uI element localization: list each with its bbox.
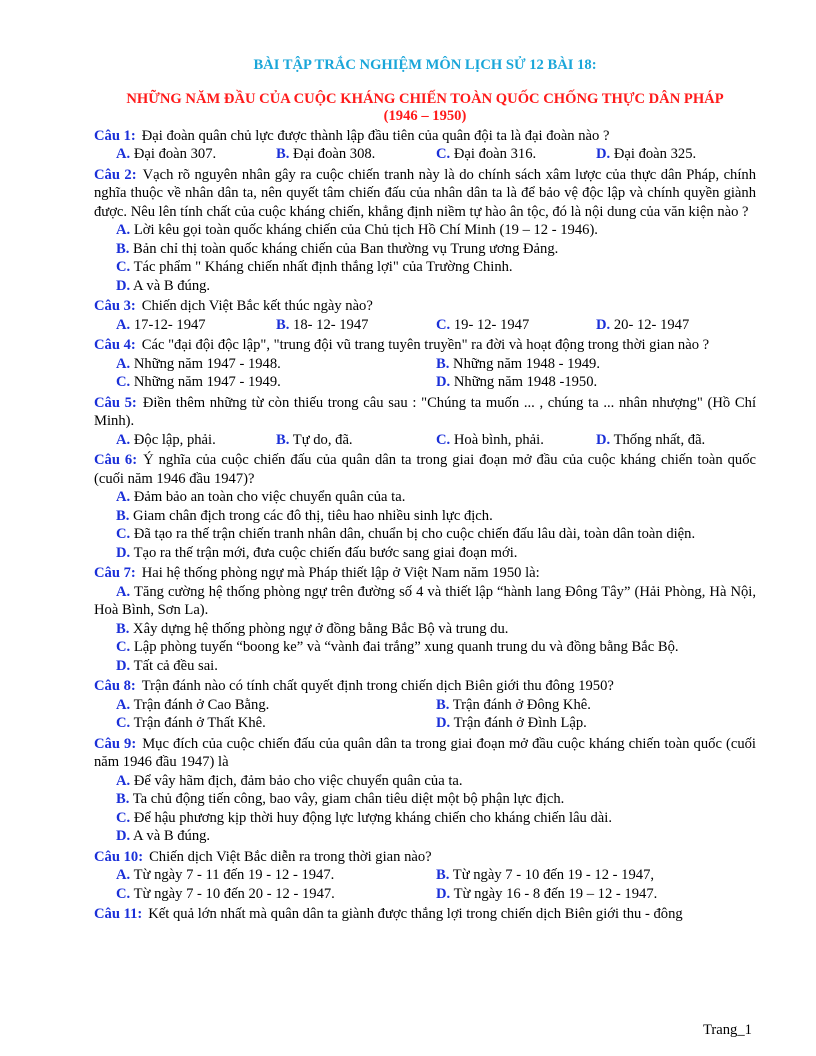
option-b: B. Bản chỉ thị toàn quốc kháng chiến của Ban thường vụ Trung ương Đảng. (116, 240, 559, 257)
option-d: D. Tất cả đều sai. (116, 657, 218, 674)
document-subtitle: NHỮNG NĂM ĐẦU CỦA CUỘC KHÁNG CHIẾN TOÀN QUỐC CHỐNG THỰC DÂN PHÁP (126, 90, 724, 107)
option-a: A. Tăng cường hệ thống phòng ngự trên đường số 4 và thiết lập “hành lang Đông Tây” (Hải Phòng, Hà Nội, Hoà Bình, Sơn La). (94, 583, 756, 618)
option-a: A. Từ ngày 7 - 11 đến 19 - 12 - 1947. (116, 867, 335, 883)
document-title: BÀI TẬP TRẮC NGHIỆM MÔN LỊCH SỬ 12 BÀI 18: (253, 57, 597, 73)
option-c: C. Hoà bình, phải. (436, 431, 544, 448)
question-text: Trận đánh nào có tính chất quyết định trong chiến dịch Biên giới thu đông 1950? (141, 678, 614, 694)
question-11 (94, 905, 756, 924)
option-d: D. Những năm 1948 -1950. (436, 374, 598, 390)
page-content (94, 56, 756, 926)
question-9 (94, 735, 756, 846)
question-4 (94, 336, 756, 392)
question-5 (94, 394, 756, 450)
option-d: D. Tạo ra thế trận mới, đưa cuộc chiến đấu bước sang giai đoạn mới. (116, 544, 518, 561)
option-d: D. A và B đúng. (116, 828, 211, 844)
question-number: Câu 11: (94, 906, 143, 922)
option-c: C. 19- 12- 1947 (436, 316, 530, 333)
question-text: Kết quả lớn nhất mà quân dân ta giành được thắng lợi trong chiến dịch Biên giới thu - đông (148, 906, 683, 922)
question-3 (94, 297, 756, 334)
question-text: Các "đại đội độc lập", "trung đội vũ trang tuyên truyền" ra đời và hoạt động trong thời gian nào ? (141, 337, 710, 353)
option-d: D. 20- 12- 1947 (596, 316, 690, 333)
option-b: B. Giam chân địch trong các đô thị, tiêu hao nhiều sinh lực địch. (116, 507, 493, 524)
question-number: Câu 9: (94, 735, 137, 752)
option-c: C. Để hậu phương kịp thời huy động lực lượng kháng chiến cho kháng chiến lâu dài. (116, 809, 612, 826)
option-d: D. Đại đoàn 325. (596, 146, 697, 162)
option-b: B. Trận đánh ở Đông Khê. (436, 696, 591, 713)
option-a: A. Những năm 1947 - 1948. (116, 355, 281, 372)
option-b: B. 18- 12- 1947 (276, 316, 369, 333)
question-number: Câu 2: (94, 166, 137, 183)
question-text: Chiến dịch Việt Bắc kết thúc ngày nào? (141, 298, 373, 314)
question-text: Hai hệ thống phòng ngự mà Pháp thiết lập ở Việt Nam năm 1950 là: (141, 565, 540, 581)
question-text: Vạch rõ nguyên nhân gây ra cuộc chiến tranh này là do chính sách xâm lược của thực dân Pháp, chính nghĩa thuộc về nhân dân ta, nên quyết tâm chiến đấu của nhân dân ta là để bảo vệ độc lập và chính quyền giành được. Nêu lên tính chất của cuộc kháng chiến, khẳng định niềm tự hào ân tộc, đó là nội dung của văn kiện nào ? (94, 166, 756, 220)
option-a: A. Đại đoàn 307. (116, 146, 217, 162)
option-c: C. Từ ngày 7 - 10 đến 20 - 12 - 1947. (116, 885, 335, 902)
question-text: Ý nghĩa của cuộc chiến đấu của quân dân ta trong giai đoạn mở đầu của cuộc kháng chiến toàn quốc (cuối năm 1946 đầu 1947)? (94, 452, 756, 487)
question-number: Câu 6: (94, 452, 138, 468)
question-2 (94, 166, 756, 296)
question-number: Câu 3: (94, 298, 136, 314)
question-8 (94, 677, 756, 733)
question-7 (94, 564, 756, 675)
option-b: B. Ta chủ động tiến công, bao vây, giam chân tiêu diệt một bộ phận lực địch. (116, 791, 565, 807)
option-b: B. Từ ngày 7 - 10 đến 19 - 12 - 1947, (436, 867, 655, 883)
question-text: Chiến dịch Việt Bắc diễn ra trong thời gian nào? (149, 848, 432, 865)
question-number: Câu 1: (94, 127, 136, 144)
option-a: A. Để vây hãm địch, đảm bảo cho việc chuyển quân của ta. (116, 772, 463, 789)
option-b: B. Những năm 1948 - 1949. (436, 355, 600, 372)
option-d: D. A và B đúng. (116, 277, 211, 294)
option-c: C. Đã tạo ra thế trận chiến tranh nhân dân, chuẩn bị cho cuộc chiến đấu lâu dài, toàn dân toàn diện. (116, 526, 696, 542)
document-years: (1946 – 1950) (383, 107, 467, 124)
question-number: Câu 5: (94, 394, 137, 411)
option-b: B. Xây dựng hệ thống phòng ngự ở đồng bằng Bắc Bộ và trung du. (116, 620, 509, 637)
question-number: Câu 4: (94, 337, 136, 353)
question-6 (94, 451, 756, 562)
option-a: A. Trận đánh ở Cao Bằng. (116, 696, 270, 713)
option-c: C. Những năm 1947 - 1949. (116, 374, 281, 390)
question-number: Câu 10: (94, 848, 144, 865)
question-text: Điền thêm những từ còn thiếu trong câu sau : "Chúng ta muốn ... , chúng ta ... nhân nhượng" (Hồ Chí Minh). (94, 394, 757, 429)
option-d: D. Thống nhất, đã. (596, 431, 706, 448)
question-text: Đại đoàn quân chủ lực được thành lập đầu tiên của quân đội ta là đại đoàn nào ? (141, 127, 610, 144)
option-c: C. Tác phẩm " Kháng chiến nhất định thắng lợi" của Trường Chinh. (116, 259, 513, 275)
option-b: B. Đại đoàn 308. (276, 146, 376, 162)
question-1 (94, 127, 756, 164)
question-number: Câu 7: (94, 565, 136, 581)
option-b: B. Tự do, đã. (276, 431, 353, 448)
option-a: A. Lời kêu gọi toàn quốc kháng chiến của Chủ tịch Hồ Chí Minh (19 – 12 - 1946). (116, 222, 598, 238)
option-a: A. Đảm bảo an toàn cho việc chuyển quân của ta. (116, 489, 406, 505)
option-c: C. Đại đoàn 316. (436, 146, 537, 162)
question-10 (94, 848, 756, 904)
option-c: C. Lập phòng tuyến “boong ke” và “vành đai trắng” xung quanh trung du và đồng bằng Bắc Bộ. (116, 639, 679, 655)
option-a: A. Độc lập, phải. (116, 431, 216, 448)
option-d: D. Trận đánh ở Đình Lập. (436, 715, 587, 731)
option-c: C. Trận đánh ở Thất Khê. (116, 715, 266, 731)
page-number: Trang_1 (703, 1022, 752, 1038)
option-d: D. Từ ngày 16 - 8 đến 19 – 12 - 1947. (436, 885, 658, 902)
option-a: A. 17-12- 1947 (116, 316, 206, 333)
question-number: Câu 8: (94, 678, 136, 694)
question-text: Mục đích của cuộc chiến đấu của quân dân ta trong giai đoạn mở đầu cuộc kháng chiến toàn quốc (cuối năm 1946 đầu 1947) là (94, 735, 756, 770)
